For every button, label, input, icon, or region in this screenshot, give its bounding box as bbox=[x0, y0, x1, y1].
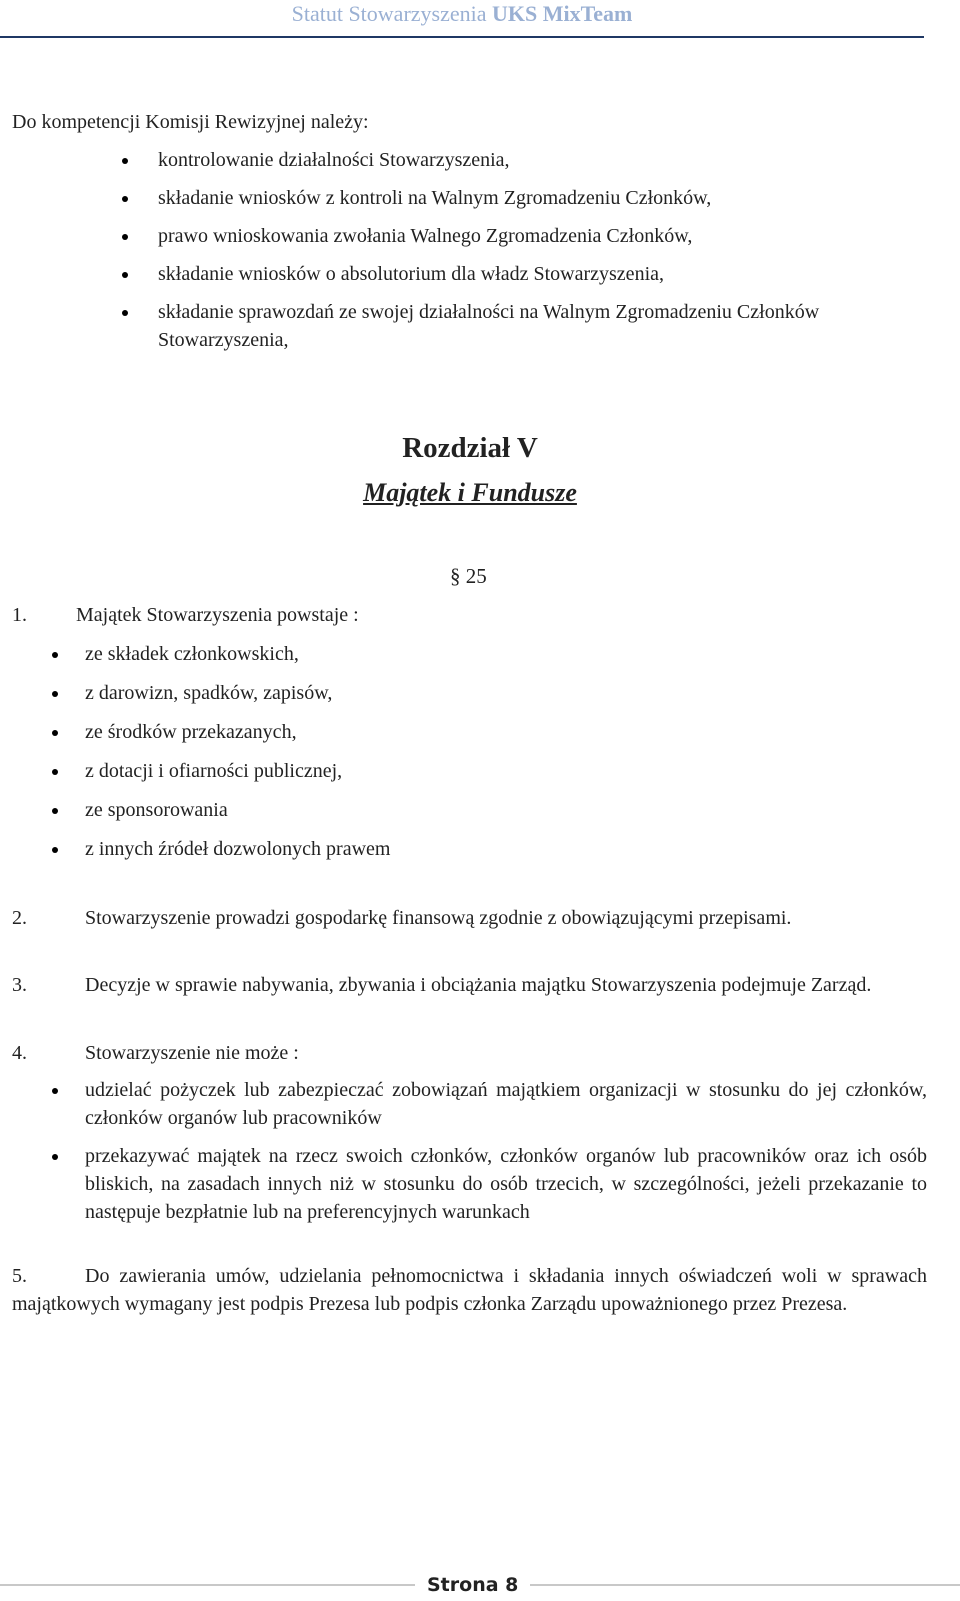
paragraph-text: Do zawierania umów, udzielania pełnomocnictwa i składania innych oświadczeń woli w sprawach majątkowych wymagany jest podpis Prezesa lub podpis członka Zarządu upoważnionego przez Prezesa. bbox=[12, 1265, 927, 1315]
list-item: z dotacji i ofiarności publicznej, bbox=[85, 757, 685, 785]
list-item: składanie wniosków z kontroli na Walnym Zgromadzeniu Członków, bbox=[158, 184, 898, 212]
paragraph-text: Stowarzyszenie prowadzi gospodarkę finansową zgodnie z obowiązującymi przepisami. bbox=[85, 907, 792, 929]
asset-sources-list bbox=[85, 640, 685, 874]
list-item: ze sponsorowania bbox=[85, 796, 685, 824]
page-number: Strona 8 bbox=[415, 1571, 530, 1599]
paragraph-text: Stowarzyszenie nie może : bbox=[85, 1042, 299, 1064]
list-item: z innych źródeł dozwolonych prawem bbox=[85, 835, 685, 863]
paragraph-3 bbox=[12, 971, 927, 999]
document-title-club: UKS MixTeam bbox=[492, 1, 633, 26]
paragraph-number: 1. bbox=[12, 604, 27, 626]
document-title bbox=[0, 0, 924, 28]
list-item: składanie sprawozdań ze swojej działalności na Walnym Zgromadzeniu Członków Stowarzyszenia, bbox=[158, 298, 898, 354]
document-title-prefix: Statut Stowarzyszenia bbox=[291, 1, 493, 26]
paragraph-4 bbox=[12, 1039, 927, 1067]
list-item: ze składek członkowskich, bbox=[85, 640, 685, 668]
page-header bbox=[0, 0, 924, 38]
list-item: z darowizn, spadków, zapisów, bbox=[85, 679, 685, 707]
paragraph-number: 4. bbox=[12, 1042, 27, 1064]
paragraph-text: Majątek Stowarzyszenia powstaje : bbox=[76, 604, 359, 626]
list-item: ze środków przekazanych, bbox=[85, 718, 685, 746]
list-item: składanie wniosków o absolutorium dla władz Stowarzyszenia, bbox=[158, 260, 898, 288]
list-item: przekazywać majątek na rzecz swoich członków, członków organów lub pracowników oraz ich osób bliskich, na zasadach innych niż w stosunku do osób trzecich, w szczególności, jeżeli przekazanie to następuje bezpłatnie lub na preferencyjnych warunkach bbox=[85, 1142, 927, 1226]
chapter-title: Rozdział V bbox=[402, 432, 538, 464]
list-item: prawo wnioskowania zwołania Walnego Zgromadzenia Członków, bbox=[158, 222, 898, 250]
paragraph-number: 5. bbox=[12, 1265, 27, 1287]
paragraph-5 bbox=[12, 1262, 927, 1318]
paragraph-number: 3. bbox=[12, 974, 27, 996]
paragraph-1 bbox=[12, 601, 359, 629]
komisja-competences-list bbox=[158, 146, 898, 364]
paragraph-text: Decyzje w sprawie nabywania, zbywania i obciążania majątku Stowarzyszenia podejmuje Zarząd. bbox=[85, 974, 872, 996]
chapter-subtitle: Majątek i Fundusze bbox=[363, 478, 577, 507]
prohibitions-list bbox=[85, 1076, 927, 1236]
komisja-intro: Do kompetencji Komisji Rewizyjnej należy: bbox=[12, 111, 369, 133]
list-item: kontrolowanie działalności Stowarzyszenia, bbox=[158, 146, 898, 174]
list-item: udzielać pożyczek lub zabezpieczać zobowiązań majątkiem organizacji w stosunku do jej członków, członków organów lub pracowników bbox=[85, 1076, 927, 1132]
section-number: § 25 bbox=[450, 564, 487, 588]
paragraph-2 bbox=[12, 904, 927, 932]
paragraph-number: 2. bbox=[12, 907, 27, 929]
